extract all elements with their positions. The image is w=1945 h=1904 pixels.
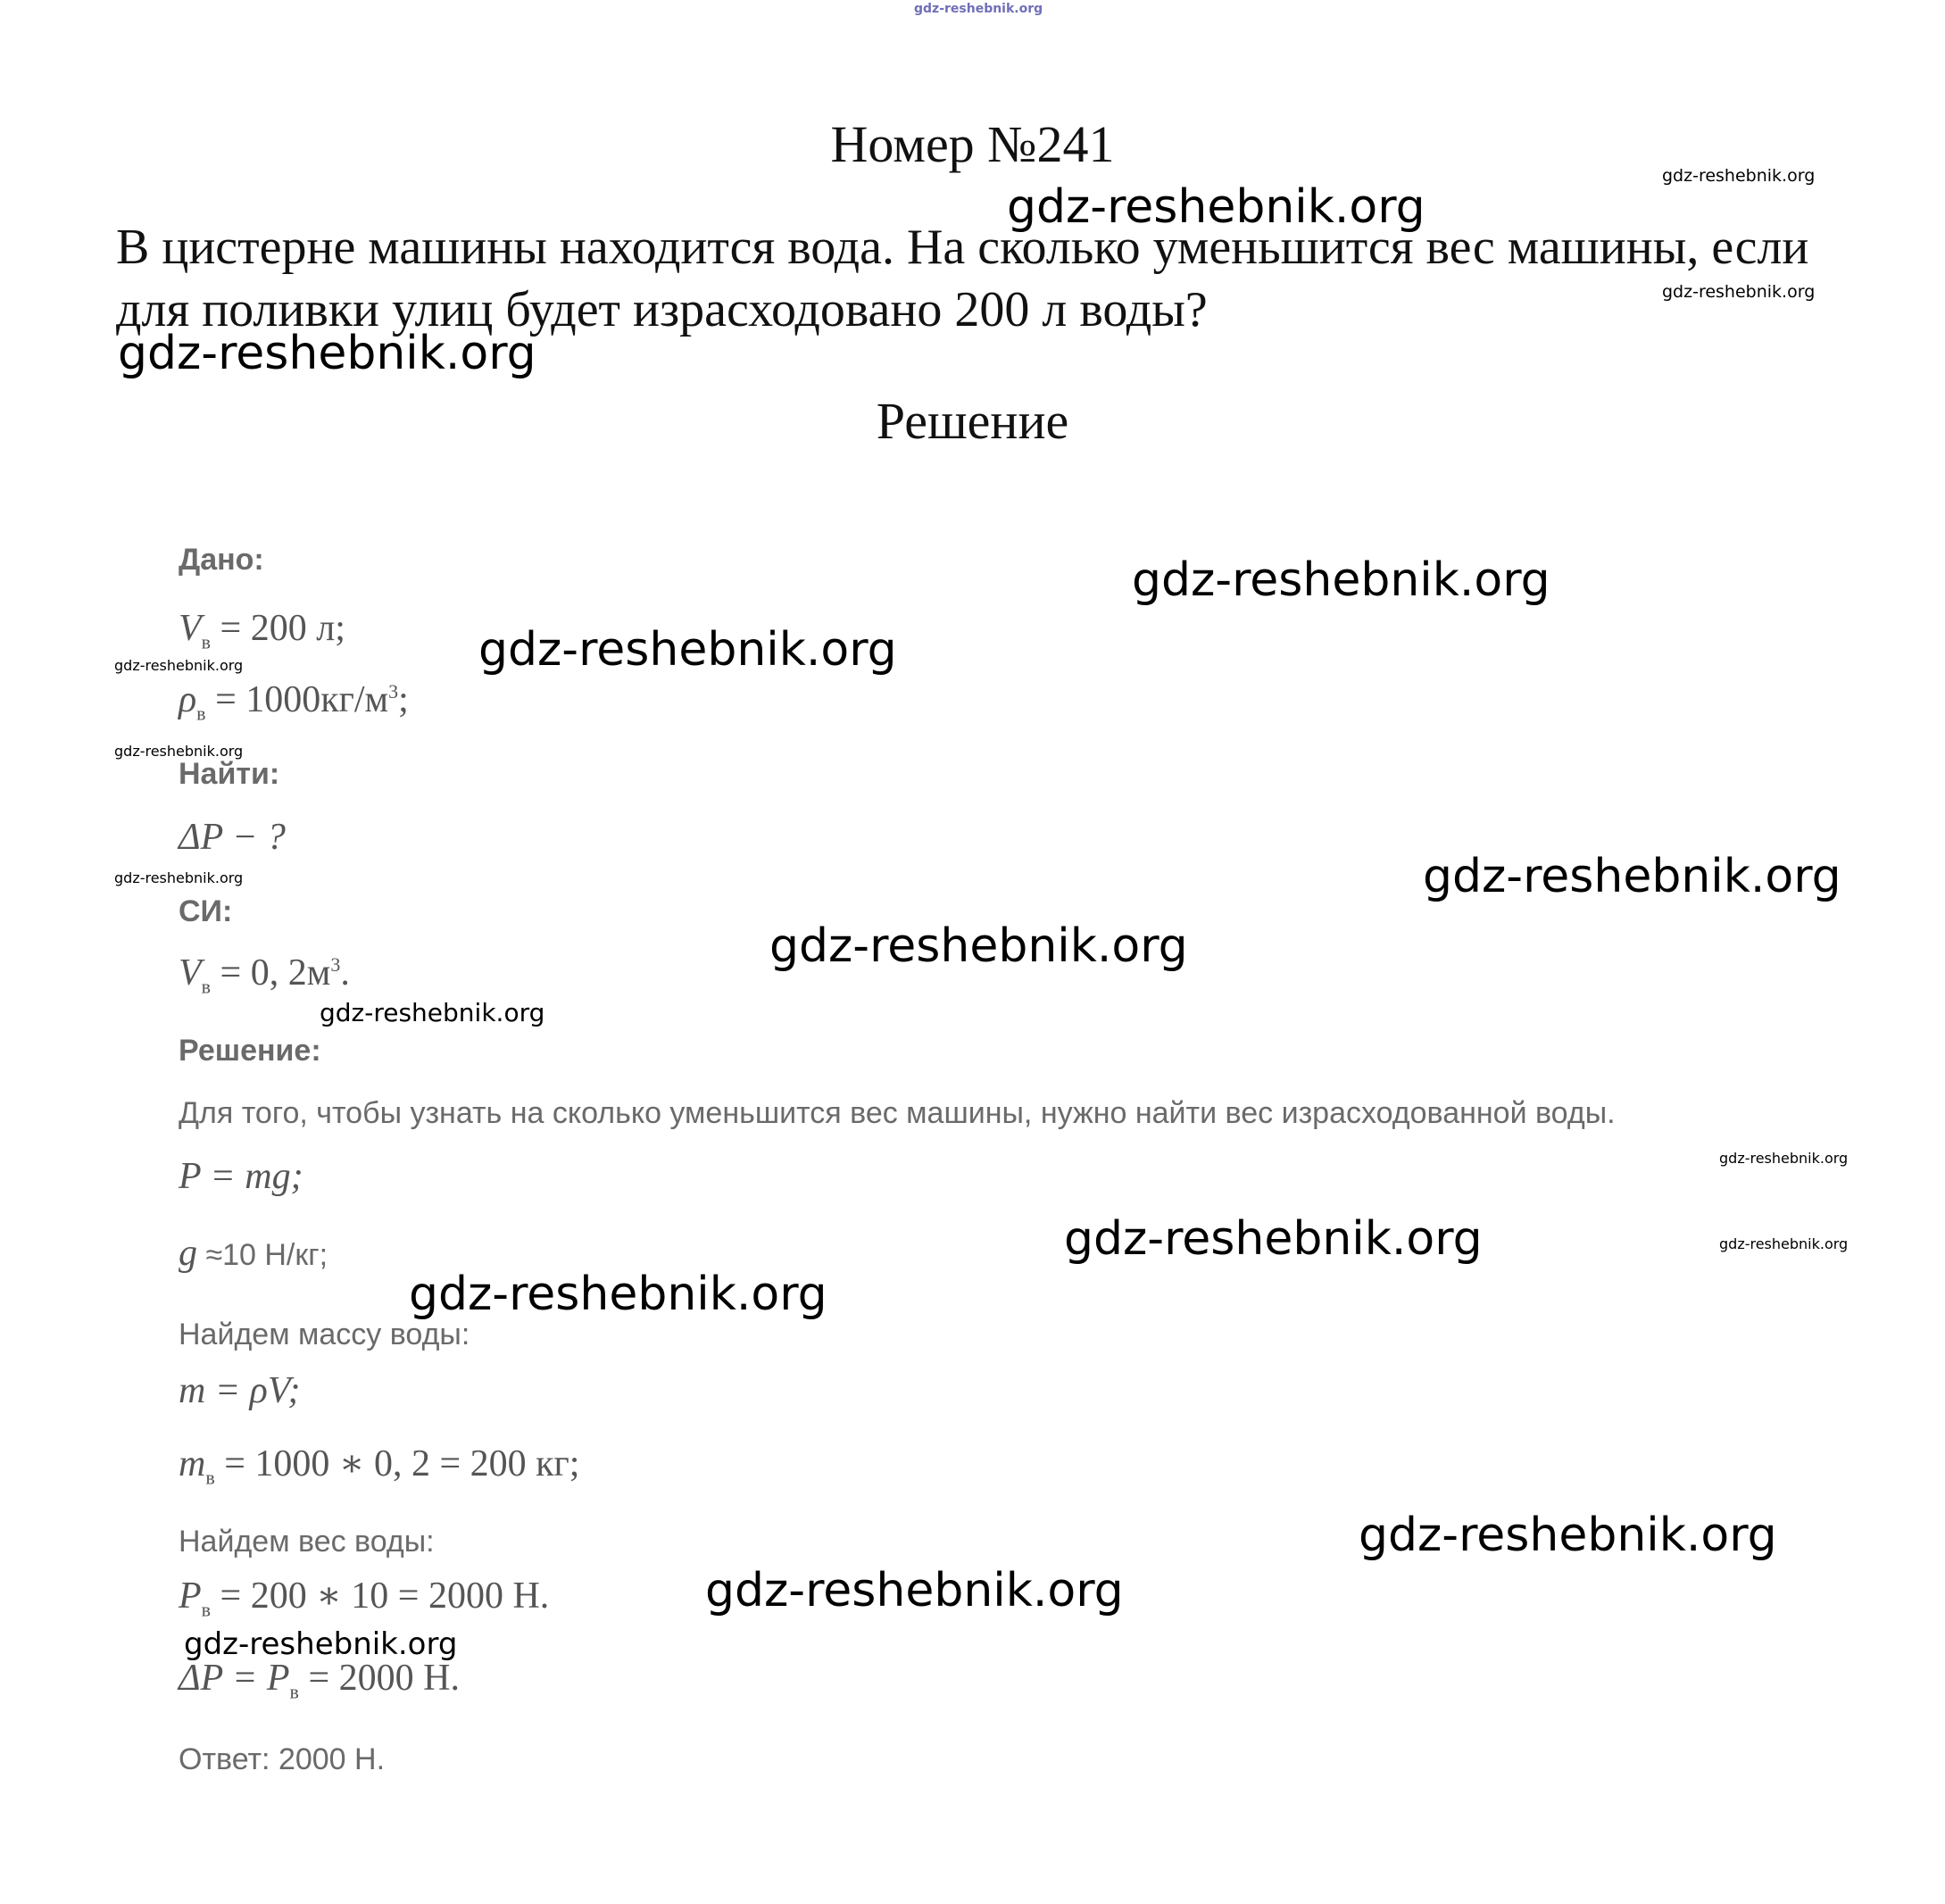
formula-weight [179,1155,303,1198]
subscript: в [196,702,206,725]
si-label: СИ: [179,894,233,928]
find-label: Найти: [179,757,280,791]
value: = 0, 2м [211,952,331,994]
watermark: gdz-reshebnik.org [114,743,244,760]
watermark: gdz-reshebnik.org [184,1626,458,1662]
watermark: gdz-reshebnik.org [118,327,536,380]
watermark: gdz-reshebnik.org [1423,850,1841,903]
find-expression: ΔP − ? [179,817,286,858]
given-label: Дано: [179,543,264,577]
find-item [179,816,286,859]
watermark: gdz-reshebnik.org [1359,1509,1777,1562]
watermark: gdz-reshebnik.org [114,657,244,674]
value: = 200 ∗ 10 = 2000 Н. [211,1576,550,1617]
watermark: gdz-reshebnik.org [1064,1212,1483,1266]
subscript: в [201,630,212,653]
problem-text: В цистерне машины находится вода. На сколько уменьшится вес машины, если для поливки улиц будет израсходовано 200 л воды? [116,220,1809,337]
symbol: P [266,1658,290,1699]
delta-calc [179,1657,460,1703]
top-watermark: gdz-reshebnik.org [914,2,1043,16]
watermark: gdz-reshebnik.org [1007,180,1426,234]
mass-calc [179,1441,579,1489]
watermark: gdz-reshebnik.org [1662,166,1816,186]
page-title: Номер №241 [830,115,1115,173]
si-volume [179,952,350,998]
symbol: V [179,952,202,994]
value: = 2000 Н. [298,1658,460,1699]
subscript: в [201,1598,212,1621]
superscript: 3 [388,680,399,703]
tail: . [340,952,350,994]
superscript: 3 [330,953,341,976]
solution-heading: Решение [876,392,1069,450]
subscript: в [289,1680,299,1703]
subscript: в [205,1466,215,1489]
watermark: gdz-reshebnik.org [769,919,1188,973]
given-volume [179,607,345,653]
watermark: gdz-reshebnik.org [705,1564,1124,1617]
watermark: gdz-reshebnik.org [478,623,897,677]
find-mass: Найдем массу воды: [179,1318,470,1351]
formula-mass [179,1369,300,1412]
value: = 1000 ∗ 0, 2 = 200 кг; [214,1443,580,1484]
value: = 1000кг/м [205,679,389,720]
symbol: P [179,1576,202,1617]
watermark: gdz-reshebnik.org [114,869,244,886]
answer: Ответ: 2000 Н. [179,1742,386,1776]
solution-label: Решение: [179,1034,321,1068]
formula: P = mg; [179,1156,303,1197]
symbol: ρ [179,679,197,720]
watermark: gdz-reshebnik.org [1719,1235,1849,1252]
watermark: gdz-reshebnik.org [1132,553,1550,607]
value: ≈10 Н/кг; [197,1238,328,1272]
watermark: gdz-reshebnik.org [320,998,545,1027]
given-density [179,678,409,725]
weight-calc [179,1573,549,1621]
find-weight: Найдем вес воды: [179,1525,435,1559]
prefix: ΔP = [179,1658,267,1699]
subscript: в [201,975,212,998]
tail: ; [398,679,409,720]
symbol: g [179,1233,197,1274]
formula: m = ρV; [179,1370,301,1411]
watermark: gdz-reshebnik.org [1662,282,1816,302]
explanation: Для того, чтобы узнать на сколько уменьшится вес машины, нужно найти вес израсходованной воды. [179,1096,1616,1130]
watermark: gdz-reshebnik.org [409,1268,827,1321]
symbol: m [179,1443,206,1484]
value: = 200 л; [211,608,345,649]
symbol: V [179,608,202,649]
watermark: gdz-reshebnik.org [1719,1150,1849,1167]
g-value [179,1232,328,1275]
